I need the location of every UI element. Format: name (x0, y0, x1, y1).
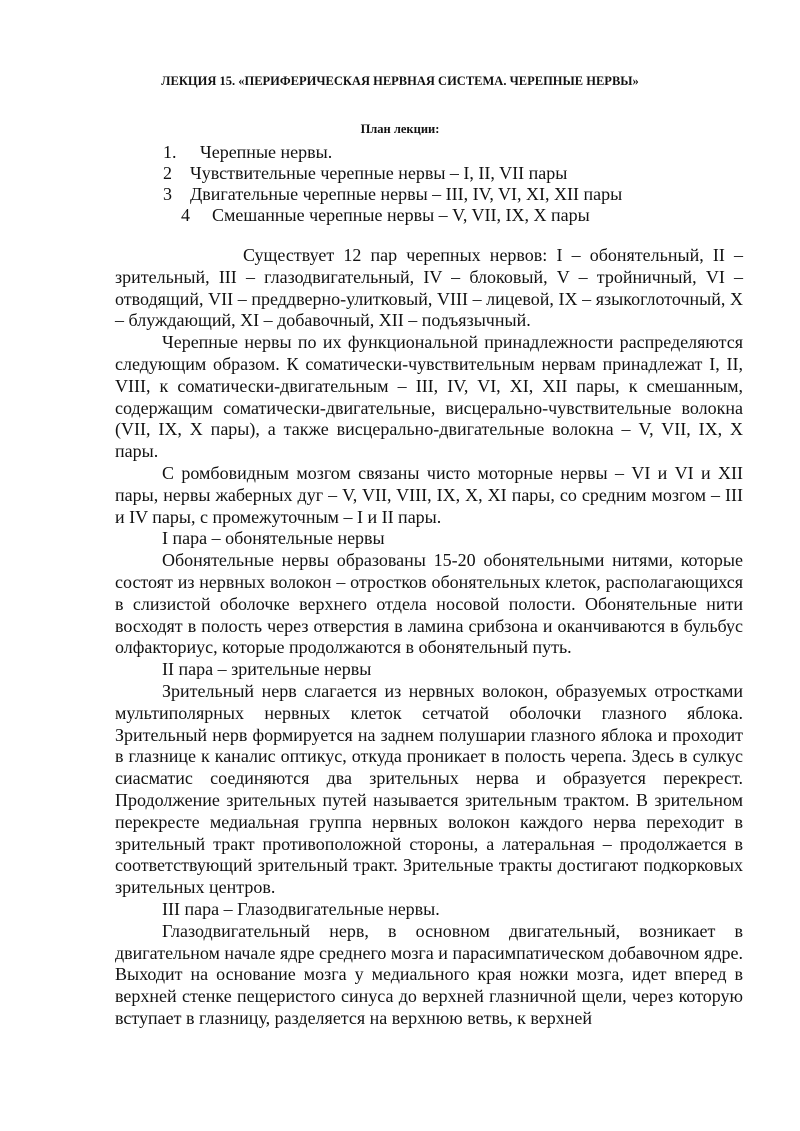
paragraph: Зрительный нерв слагается из нервных волокон, образуемых отростками мультиполярных нервных клеток сетчатой оболочки глазного яблока. Зрительный нерв формируется на заднем полушарии глазного яблока и проходит в глазнице к каналис оптикус, откуда проникает в полость черепа. Здесь в сулкус сиасматис соединяются два зрительных нерва и образуется перекрест. Продолжение зрительных путей называется зрительным трактом. В зрительном перекресте медиальная группа нервных волокон каждого нерва переходит в зрительный тракт противоположной стороны, а латеральная – продолжается в соответствующий зрительный тракт. Зрительные тракты достигают подкорковых зрительных центров. (115, 680, 743, 898)
section-heading: III пара – Глазодвигательные нервы. (162, 898, 440, 919)
plan-heading: План лекции: (360, 122, 440, 136)
section-heading: II пара – зрительные нервы (162, 659, 372, 680)
paragraph: Обонятельные нервы образованы 15-20 обонятельными нитями, которые состоят из нервных волокон – отростков обонятельных клеток, располагающихся в слизистой оболочке верхнего отдела носовой полости. Обонятельные нити восходят в полость через отверстия в ламина срибзона и оканчиваются в бульбус олфакториус, которые продолжаются в обонятельный путь. (115, 550, 743, 658)
plan-item-1 (163, 141, 332, 163)
section-heading: I пара – обонятельные нервы (162, 528, 385, 549)
paragraph: Глазодвигательный нерв, в основном двигательный, возникает в двигательном начале ядре среднего мозга и парасимпатическом добавочном ядре. Выходит на основание мозга у медиального края ножки мозга, идет вперед в верхней стенке пещеристого синуса до верхней глазничной щели, через которую вступает в глазницу, разделяется на верхнюю ветвь, к верхней (115, 920, 743, 1028)
paragraph: Черепные нервы по их функциональной принадлежности распределяются следующим образом. К соматически-чувствительным нервам принадлежат I, II, VIII, к соматически-двигательным – III, IV, VI, XI, XII пары, к смешанным, содержащим соматически-двигательные, висцерально-чувствительные волокна (VII, IX, X пары), а также висцерально-двигательные волокна – V, VII, IX, X пары. (115, 332, 743, 462)
plan-item-3 (163, 183, 622, 205)
paragraph: Существует 12 пар черепных нервов: I – обонятельный, II – зрительный, III – глазодвигательный, IV – блоковый, V – тройничный, VI – отводящий, VII – преддверно-улитковый, VIII – лицевой, IX – языкоглоточный, X – блуждающий, XI – добавочный, XII – подъязычный. (115, 245, 743, 331)
plan-item-text: Двигательные черепные нервы – III, IV, VI, XI, XII пары (190, 184, 623, 204)
plan-item-number: 4 (181, 205, 190, 225)
plan-item-2 (163, 162, 567, 184)
plan-item-text: Смешанные черепные нервы – V, VII, IX, X пары (212, 205, 590, 225)
plan-item-number: 2 (163, 163, 172, 183)
lecture-body (115, 245, 743, 1030)
plan-item-4 (181, 204, 590, 226)
plan-item-text: Черепные нервы. (200, 142, 333, 162)
paragraph: С ромбовидным мозгом связаны чисто моторные нервы – VI и VI и XII пары, нервы жаберных дуг – V, VII, VIII, IX, X, XI пары, со средним мозгом – III и IV пары, с промежуточным – I и II пары. (115, 462, 743, 527)
plan-item-number: 3 (163, 184, 172, 204)
plan-item-text: Чувствительные черепные нервы – I, II, VII пары (190, 163, 568, 183)
lecture-title: ЛЕКЦИЯ 15. «ПЕРИФЕРИЧЕСКАЯ НЕРВНАЯ СИСТЕМА. ЧЕРЕПНЫЕ НЕРВЫ» (161, 74, 639, 88)
plan-item-number: 1. (163, 142, 177, 162)
